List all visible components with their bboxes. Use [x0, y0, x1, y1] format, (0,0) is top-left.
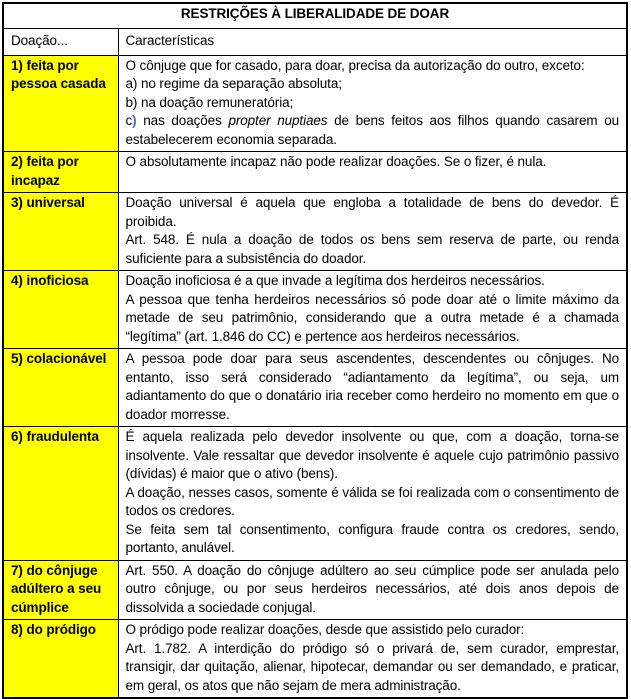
row-label: 1) feita por pessoa casada: [3, 55, 118, 152]
table-row: [3, 560, 627, 620]
restrictions-table: [2, 2, 628, 699]
row-label: 7) do cônjuge adúltero a seu cúmplice: [3, 560, 118, 620]
table-row: [3, 620, 627, 699]
cell-paragraph: Art. 548. É nula a doação de todos os bens sem reserva de parte, ou renda suficiente para a subsistência do doador.: [125, 232, 619, 266]
rich-post: de bens feitos aos filhos quando casarem ou estabelecerem economia separada.: [125, 113, 620, 147]
column-header-doacao: Doação...: [3, 28, 118, 55]
table-title: RESTRIÇÕES À LIBERALIDADE DE DOAR: [3, 3, 627, 28]
row-label: 4) inoficiosa: [3, 271, 118, 349]
cell-paragraph-rich: [126, 112, 620, 149]
cell-paragraph: A doação, nesses casos, somente é válida se foi realizada com o consentimento de todos os credores.: [125, 484, 619, 518]
column-header-caracteristicas: Características: [118, 28, 627, 55]
row-content: [118, 193, 627, 271]
cell-paragraph: O pródigo pode realizar doações, desde que assistido pelo curador:: [125, 622, 525, 637]
cell-paragraph: a) no regime da separação absoluta;: [125, 76, 342, 91]
row-content: [118, 427, 627, 561]
cell-paragraph: É aquela realizada pelo devedor insolvente ou que, com a doação, torna-se insolvente. Vale ressaltar que devedor insolvente é aquele cujo patrimônio passivo (dívidas) é maior que o ativo (bens).: [125, 429, 619, 481]
row-content: [118, 560, 627, 620]
cell-paragraph: O absolutamente incapaz não pode realizar doações. Se o fizer, é nula.: [125, 154, 547, 169]
header-row: [3, 28, 627, 55]
row-content: [118, 620, 627, 699]
cell-paragraph: O cônjuge que for casado, para doar, precisa da autorização do outro, exceto:: [125, 57, 585, 73]
cell-paragraph: Se feita sem tal consentimento, configura fraude contra os credores, sendo, portanto, anulável.: [125, 521, 619, 555]
row-content: [118, 349, 627, 427]
row-label: 3) universal: [3, 193, 118, 271]
table-row: [3, 152, 627, 193]
cell-paragraph: Doação inoficiosa é a que invade a legítima dos herdeiros necessários.: [125, 273, 545, 288]
cell-paragraph: Art. 1.782. A interdição do pródigo só o privará de, sem curador, emprestar, transigir, dar quitação, alienar, hipotecar, demandar ou ser demandado, e praticar, em geral, os atos que não sejam de mera administração.: [125, 640, 619, 693]
row-content: [118, 55, 627, 152]
rich-mid: nas doações: [136, 113, 229, 128]
row-content: [118, 271, 627, 349]
blue-paren-mark: ): [132, 113, 137, 128]
cell-paragraph: b) na doação remuneratória;: [125, 94, 294, 110]
table-row: [3, 271, 627, 349]
cell-paragraph: Doação universal é aquela que engloba a totalidade de bens do devedor. É proibida.: [125, 195, 619, 229]
table-row: [3, 349, 627, 427]
latin-term: propter nuptiaes: [228, 113, 328, 128]
row-label: 6) fraudulenta: [3, 427, 118, 561]
row-label: 8) do pródigo: [3, 620, 118, 699]
cell-paragraph: A pessoa que tenha herdeiros necessários só pode doar até o limite máximo da metade de seu patrimônio, considerando que a outra metade é a chamada “legítima” (art. 1.846 do CC) e pertence aos herdeiros necessários.: [125, 291, 619, 344]
row-content: [118, 152, 627, 193]
row-label: 2) feita por incapaz: [3, 152, 118, 193]
cell-paragraph: A pessoa pode doar para seus ascendentes, descendentes ou cônjuges. No entanto, isso será considerado “adiantamento da legítima”, ou seja, um adiantamento do que o donatário iria receber como herdeiro no momento em que o doador morresse.: [125, 351, 619, 422]
table-row: [3, 55, 627, 152]
table-row: [3, 427, 627, 561]
row-label: 5) colacionável: [3, 349, 118, 427]
title-row: [3, 3, 627, 28]
cell-paragraph: Art. 550. A doação do cônjuge adúltero ao seu cúmplice pode ser anulada pelo outro cônjuge, ou por seus herdeiros necessários, até dois anos depois de dissolvida a sociedade conjugal.: [125, 562, 619, 615]
table-row: [3, 193, 627, 271]
rich-pre: c: [125, 113, 133, 128]
